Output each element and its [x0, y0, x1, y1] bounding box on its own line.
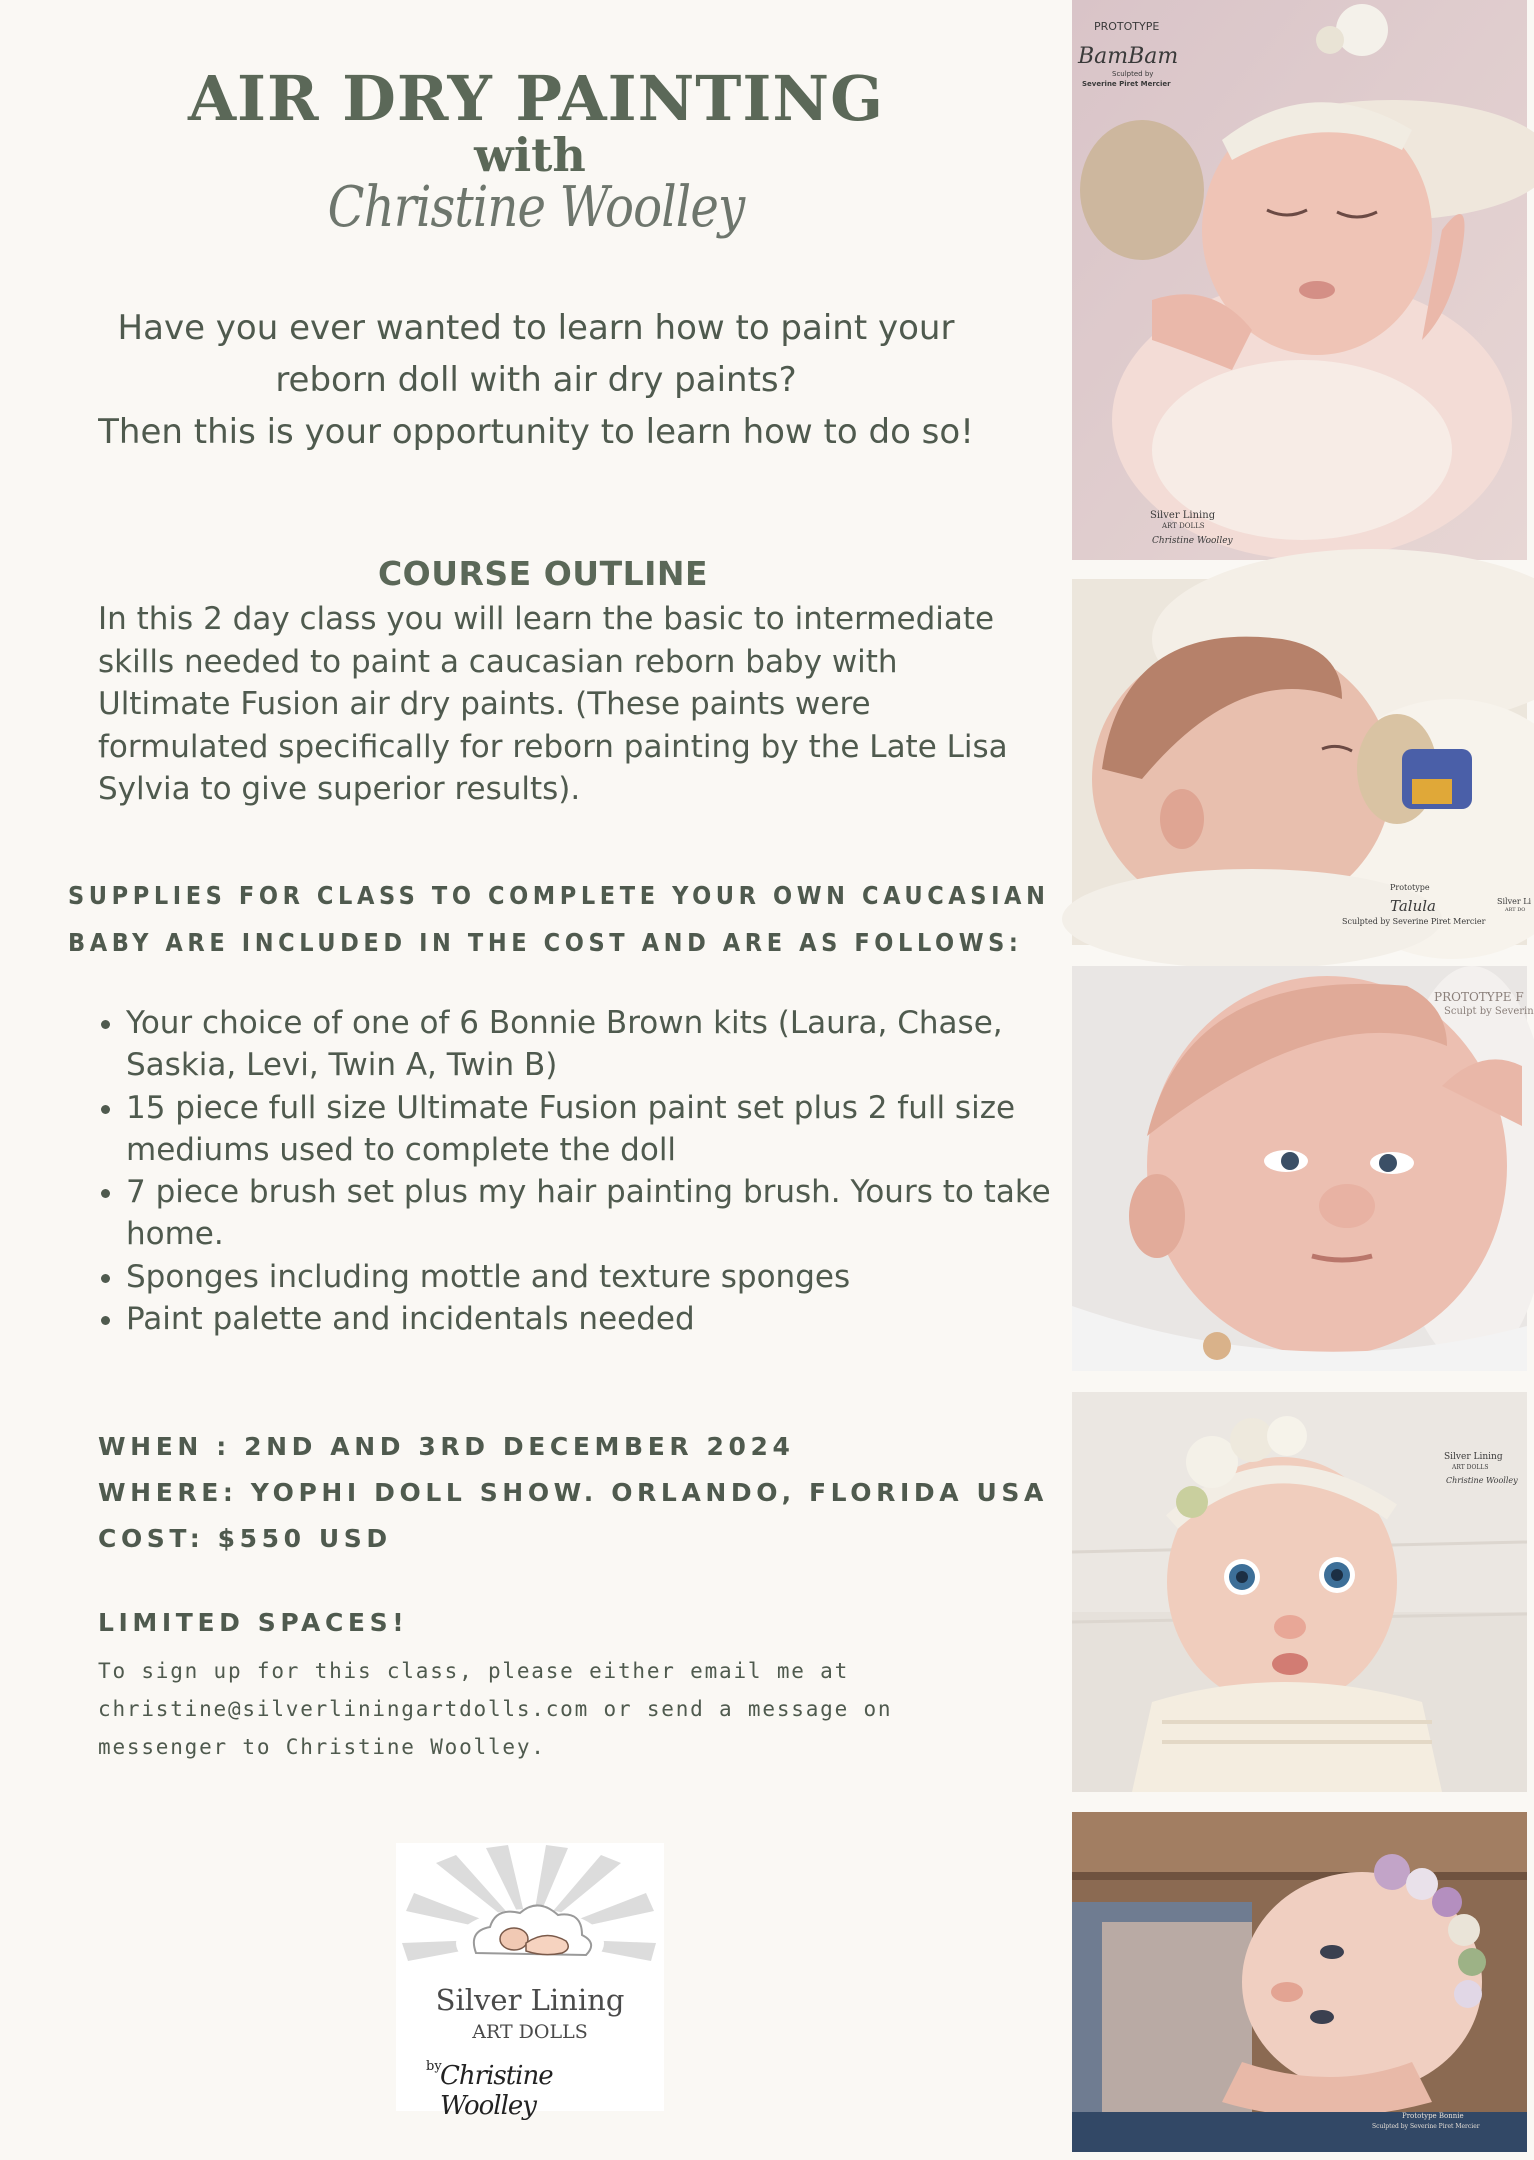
- photo-talula: [1072, 579, 1532, 945]
- event-info: [98, 1424, 1058, 1562]
- photo-3-prototype: PROTOTYPE F: [1434, 990, 1524, 1004]
- signup-line-2: christine@silverliningartdolls.com or send a message on: [98, 1697, 893, 1721]
- event-where: WHERE: YOPHI DOLL SHOW. ORLANDO, FLORIDA USA: [98, 1478, 1048, 1507]
- photo-1-sculptor: Severine Piret Mercier: [1082, 80, 1171, 88]
- page-title: AIR DRY PAINTING: [187, 62, 885, 135]
- silver-lining-logo: [396, 1843, 664, 2121]
- signup-text: [98, 1652, 1058, 1766]
- photo-4-logo-sub: ART DOLLS: [1452, 1464, 1489, 1471]
- photo-1-sculpted-by: Sculpted by: [1112, 70, 1154, 78]
- photo-1-prototype: PROTOTYPE: [1094, 20, 1160, 33]
- logo-by: by: [426, 2059, 442, 2074]
- course-outline-heading: COURSE OUTLINE: [377, 554, 709, 593]
- list-item: • 15 piece full size Ultimate Fusion paint set plus 2 full size mediums used to complete the doll: [126, 1087, 1076, 1172]
- signup-line-3: messenger to Christine Woolley.: [98, 1735, 546, 1759]
- title-with: with: [474, 128, 586, 182]
- photo-blue-eyed-baby: [1072, 1392, 1527, 1792]
- logo-name: Silver Lining: [435, 1983, 625, 2017]
- photo-bonnie: [1072, 1812, 1527, 2152]
- photo-5-prototype: Prototype Bonnie: [1402, 2112, 1464, 2120]
- list-item: • Paint palette and incidentals needed: [126, 1298, 1076, 1340]
- list-item: • 7 piece brush set plus my hair painting brush. Yours to take home.: [126, 1171, 1076, 1256]
- intro-line-1: Have you ever wanted to learn how to paint your: [117, 308, 955, 348]
- list-item: • Your choice of one of 6 Bonnie Brown kits (Laura, Chase, Saskia, Levi, Twin A, Twin B): [126, 1002, 1076, 1087]
- supplies-heading-line-2: BABY ARE INCLUDED IN THE COST AND ARE AS FOLLOWS:: [68, 928, 1023, 957]
- signup-line-1: To sign up for this class, please either email me at: [98, 1659, 850, 1683]
- course-outline-text: In this 2 day class you will learn the basic to intermediate skills needed to paint a caucasian reborn baby with Ultimate Fusion air dry paints. (These paints were formulated specifically for reborn painting by the Late Lisa Sylvia to give superior results).: [98, 601, 1008, 807]
- photo-5-sculpted: Sculpted by Severine Piret Mercier: [1372, 2123, 1480, 2130]
- photo-4-logo-name: Silver Lining: [1444, 1452, 1503, 1462]
- intro-line-2: reborn doll with air dry paints?: [275, 360, 797, 400]
- photo-1-logo-name: Silver Lining: [1150, 510, 1216, 521]
- supplies-heading: [68, 872, 1058, 966]
- photo-1-signature: Christine Woolley: [1152, 536, 1233, 546]
- supplies-list: [90, 1002, 1076, 1340]
- baby-face-photo-icon: [1072, 966, 1527, 1371]
- intro-line-3: Then this is your opportunity to learn how to do so!: [98, 412, 974, 452]
- photo-prototype-baby: [1072, 966, 1534, 1371]
- title-script-name: Christine Woolley: [327, 175, 745, 240]
- photo-bambam: [1072, 0, 1527, 560]
- limited-spaces-heading: LIMITED SPACES!: [98, 1608, 409, 1637]
- baby-profile-photo-icon: [1072, 579, 1527, 945]
- logo-subtitle: ART DOLLS: [472, 2021, 588, 2043]
- logo-signature: Christine Woolley: [440, 2061, 553, 2121]
- photo-2-sculpted: Sculpted by Severine Piret Mercier: [1342, 917, 1486, 926]
- intro-text: [40, 302, 1032, 458]
- event-when: WHEN : 2ND AND 3RD DECEMBER 2024: [98, 1432, 795, 1461]
- photo-3-sculpt: Sculpt by Severin: [1444, 1006, 1534, 1017]
- supplies-heading-line-1: SUPPLIES FOR CLASS TO COMPLETE YOUR OWN CAUCASIAN: [68, 881, 1050, 910]
- photo-4-signature: Christine Woolley: [1446, 1476, 1518, 1485]
- baby-lying-photo-icon: [1072, 1812, 1527, 2152]
- list-item: • Sponges including mottle and texture sponges: [126, 1256, 1076, 1298]
- photo-2-logo-sub-partial: ART DO: [1505, 907, 1526, 913]
- photo-2-name: Talula: [1390, 897, 1436, 915]
- event-cost: COST: $550 USD: [98, 1524, 392, 1553]
- photo-1-name: BamBam: [1078, 44, 1179, 69]
- photo-2-prototype: Prototype: [1390, 883, 1430, 892]
- photo-2-logo-partial: Silver Li: [1497, 897, 1532, 906]
- photo-1-logo-sub: ART DOLLS: [1162, 522, 1205, 530]
